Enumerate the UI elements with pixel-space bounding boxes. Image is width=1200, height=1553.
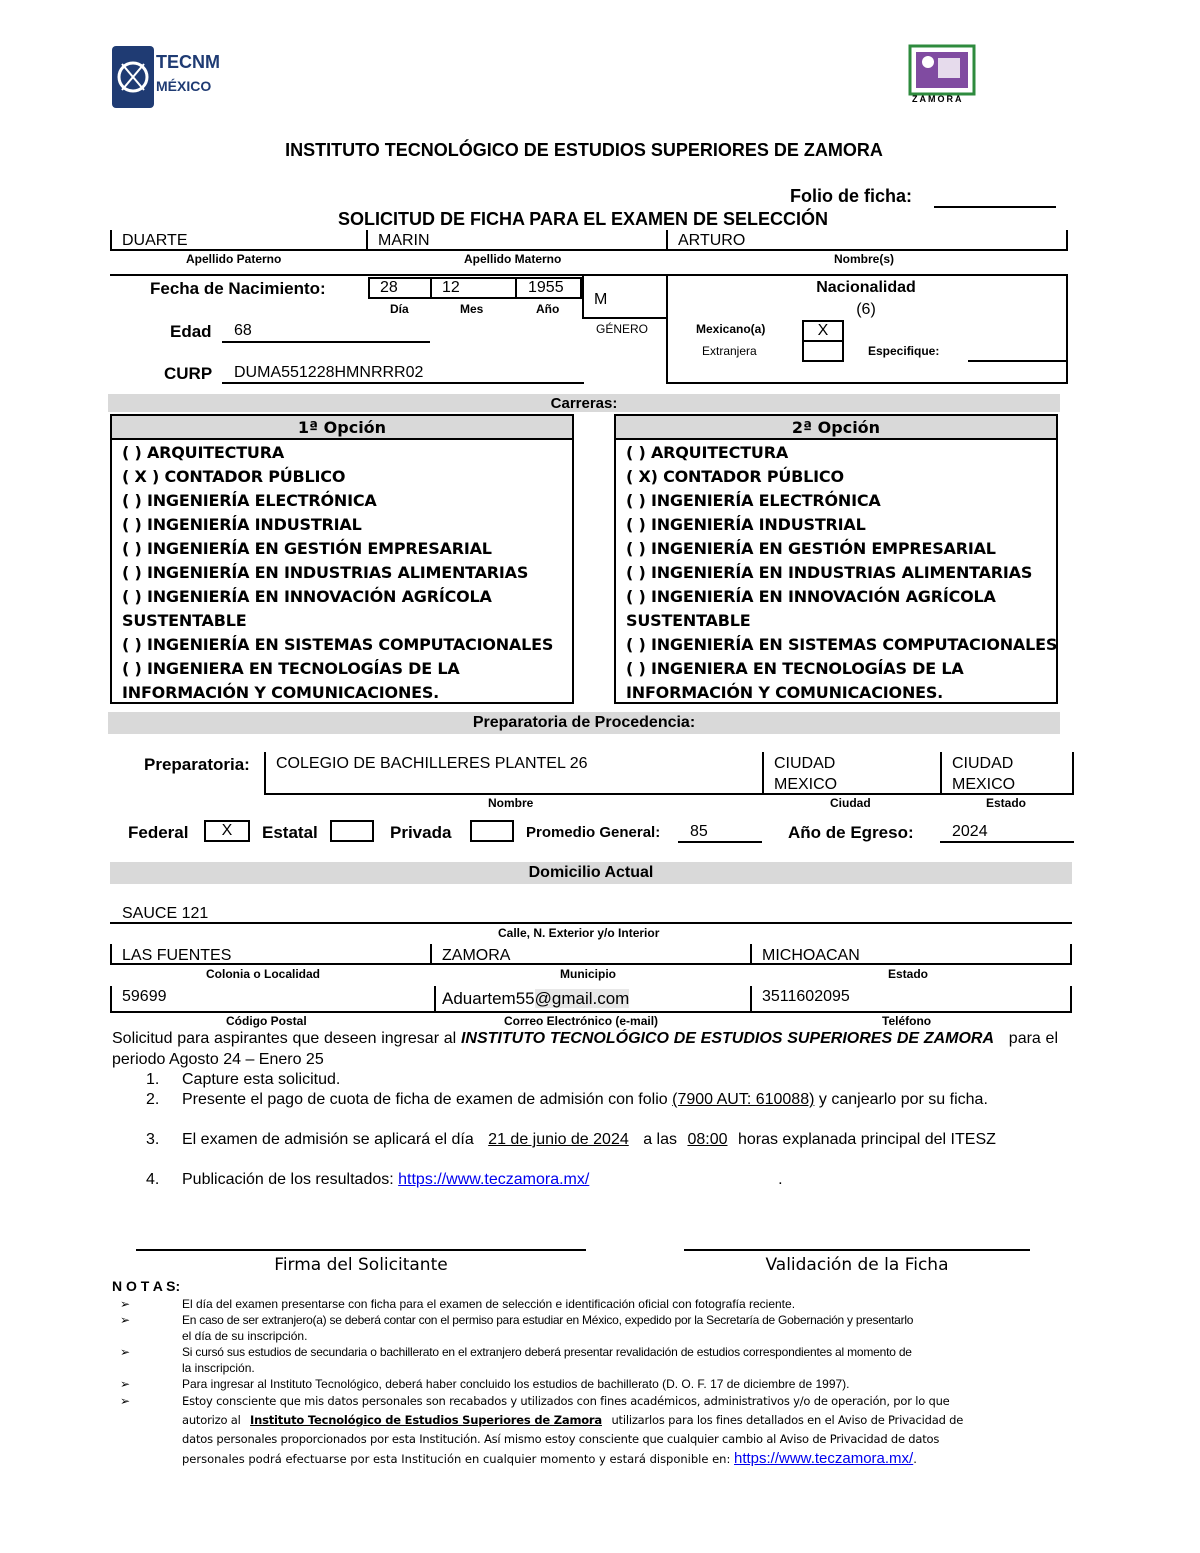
mexicano-checkbox[interactable]: X bbox=[802, 320, 844, 342]
prepa-estado-line2[interactable]: MEXICO bbox=[952, 776, 1016, 793]
mes-label: Mes bbox=[460, 302, 484, 316]
prepa-estado-line1[interactable]: CIUDAD bbox=[952, 755, 1014, 772]
career-option[interactable]: ( ) INGENIERÍA EN GESTIÓN EMPRESARIAL bbox=[122, 539, 492, 558]
email-label: Correo Electrónico (e-mail) bbox=[504, 1014, 659, 1028]
note-item: ➢ En caso de ser extranjero(a) se deberá contar con el permiso para estudiar en México, expedido por la Secretaría de Gobernación y presentarlo el día de su inscripción. bbox=[120, 1313, 914, 1343]
estado-label: Estado bbox=[888, 967, 929, 981]
career-option[interactable]: ( ) INGENIERÍA EN SISTEMAS COMPUTACIONALES bbox=[122, 635, 554, 654]
curp-label: CURP bbox=[164, 364, 213, 383]
instruction-item: 3. El examen de admisión se aplicará el día 21 de junio de 2024 a las 08:00 horas explanada principal del ITESZ bbox=[146, 1131, 996, 1148]
prepa-nombre-label: Nombre bbox=[488, 796, 534, 810]
note-item: ➢ Estoy consciente que mis datos personales son recabados y utilizados con fines académicos, administrativos y/o de operación, por lo que autorizo al Instituto Tecnológico de Estudios Superiores de Zamora utilizarlos para los fines detallados en el Aviso de Privacidad de datos personales proporcionados por esta Institución. Así mismo estoy consciente que cualquier cambio al Aviso de Privacidad de datos personales podrá efectuarse por esta Institución en cualquier momento y estará disponible en: https://www.teczamora.mx/. bbox=[120, 1394, 964, 1467]
municipio-label: Municipio bbox=[560, 967, 616, 981]
prepa-ciudad-line2[interactable]: MEXICO bbox=[774, 776, 838, 793]
apellido-paterno-value[interactable]: DUARTE bbox=[122, 232, 188, 249]
career-option[interactable]: INFORMACIÓN Y COMUNICACIONES. bbox=[122, 683, 440, 702]
itesz-logo bbox=[906, 44, 978, 106]
calle-label: Calle, N. Exterior y/o Interior bbox=[498, 926, 660, 940]
apellido-materno-label: Apellido Materno bbox=[464, 252, 562, 266]
arrow-bullet-icon: ➢ bbox=[120, 1345, 131, 1359]
career-option[interactable]: ( ) INGENIERA EN TECNOLOGÍAS DE LA bbox=[626, 659, 964, 678]
colonia-label: Colonia o Localidad bbox=[206, 967, 321, 981]
nombre-label: Nombre(s) bbox=[834, 252, 895, 266]
estado-value[interactable]: MICHOACAN bbox=[762, 947, 860, 964]
intro-text: Solicitud para aspirantes que deseen ingresar al INSTITUTO TECNOLÓGICO DE ESTUDIOS SUPERIORES DE ZAMORA para el periodo Agosto 24 – Enero 25 bbox=[112, 1030, 1059, 1068]
folio-line[interactable] bbox=[934, 206, 1056, 208]
zamora-logo-text: ZAMORA bbox=[912, 94, 964, 104]
career-option[interactable]: ( ) INGENIERÍA EN GESTIÓN EMPRESARIAL bbox=[626, 539, 996, 558]
privacy-institution: Instituto Tecnológico de Estudios Superiores de Zamora bbox=[250, 1413, 602, 1427]
career-option[interactable]: ( ) ARQUITECTURA bbox=[626, 443, 789, 462]
arrow-bullet-icon: ➢ bbox=[120, 1297, 131, 1311]
prepa-estado-label: Estado bbox=[986, 796, 1027, 810]
firma-label: Firma del Solicitante bbox=[274, 1255, 448, 1275]
telefono-label: Teléfono bbox=[882, 1014, 932, 1028]
calle-value[interactable]: SAUCE 121 bbox=[122, 905, 209, 922]
cp-label: Código Postal bbox=[226, 1014, 307, 1028]
cp-value[interactable]: 59699 bbox=[122, 988, 167, 1005]
fecha-nacimiento-label: Fecha de Nacimiento: bbox=[150, 279, 326, 298]
estatal-checkbox[interactable] bbox=[330, 820, 374, 842]
mexicano-label: Mexicano(a) bbox=[696, 322, 766, 336]
option1-list[interactable] bbox=[122, 441, 572, 705]
folio-pago: (7900 AUT: 610088) bbox=[672, 1091, 815, 1108]
promedio-value[interactable]: 85 bbox=[690, 823, 708, 840]
mexico-text: MÉXICO bbox=[156, 78, 212, 94]
career-option[interactable]: ( ) INGENIERA EN TECNOLOGÍAS DE LA bbox=[122, 659, 460, 678]
privacy-link[interactable]: https://www.teczamora.mx/ bbox=[734, 1450, 914, 1467]
exam-time: 08:00 bbox=[687, 1131, 728, 1148]
especifique-label: Especifique: bbox=[868, 344, 940, 358]
career-option[interactable]: ( ) INGENIERÍA ELECTRÓNICA bbox=[626, 491, 881, 510]
career-option[interactable]: ( X) CONTADOR PÚBLICO bbox=[626, 467, 844, 486]
prepa-ciudad-label: Ciudad bbox=[830, 796, 871, 810]
prepa-section-title: Preparatoria de Procedencia: bbox=[472, 714, 696, 731]
prepa-nombre-value[interactable]: COLEGIO DE BACHILLERES PLANTEL 26 bbox=[276, 755, 588, 772]
firma-line[interactable] bbox=[136, 1249, 586, 1251]
instructions-list bbox=[146, 1070, 1058, 1190]
instruction-item: 4. Publicación de los resultados: https://www.teczamora.mx/ . bbox=[146, 1171, 783, 1188]
promedio-label: Promedio General: bbox=[526, 824, 661, 841]
nombre-value[interactable]: ARTURO bbox=[678, 232, 746, 249]
curp-value[interactable]: DUMA551228HMNRRR02 bbox=[234, 364, 424, 381]
anio-label: Año bbox=[536, 302, 560, 316]
federal-label: Federal bbox=[128, 823, 189, 842]
extranjero-checkbox[interactable] bbox=[802, 340, 844, 362]
anio-value[interactable]: 1955 bbox=[528, 279, 564, 296]
career-option[interactable]: ( ) INGENIERÍA INDUSTRIAL bbox=[626, 515, 866, 534]
edad-value[interactable]: 68 bbox=[234, 322, 252, 339]
preparatoria-label: Preparatoria: bbox=[144, 755, 250, 774]
arrow-bullet-icon: ➢ bbox=[120, 1313, 131, 1327]
folio-label: Folio de ficha: bbox=[790, 186, 913, 206]
arrow-bullet-icon: ➢ bbox=[120, 1377, 131, 1391]
tecnm-text: TECNM bbox=[156, 52, 220, 72]
career-option[interactable]: ( ) INGENIERÍA EN SISTEMAS COMPUTACIONALES bbox=[626, 635, 1058, 654]
colonia-value[interactable]: LAS FUENTES bbox=[122, 947, 232, 964]
validacion-label: Validación de la Ficha bbox=[765, 1255, 949, 1275]
option1-title: 1ª Opción bbox=[297, 418, 387, 437]
option2-list[interactable] bbox=[626, 441, 1056, 705]
career-option[interactable]: SUSTENTABLE bbox=[122, 611, 247, 630]
email-domain: @gmail.com bbox=[534, 989, 630, 1008]
mes-value[interactable]: 12 bbox=[442, 279, 460, 296]
form-title: SOLICITUD DE FICHA PARA EL EXAMEN DE SELECCIÓN bbox=[337, 209, 829, 229]
instruction-item: 2. Presente el pago de cuota de ficha de examen de admisión con folio (7900 AUT: 610088) y canjearlo por su ficha. bbox=[146, 1091, 988, 1108]
note-item: ➢ El día del examen presentarse con ficha para el examen de selección e identificación oficial con fotografía reciente. bbox=[120, 1297, 796, 1311]
especifique-line[interactable] bbox=[968, 360, 1066, 362]
email-user: Aduartem55 bbox=[442, 989, 535, 1008]
institution-title: INSTITUTO TECNOLÓGICO DE ESTUDIOS SUPERIORES DE ZAMORA bbox=[285, 140, 883, 160]
validacion-line[interactable] bbox=[684, 1249, 1030, 1251]
exam-date: 21 de junio de 2024 bbox=[488, 1131, 629, 1148]
career-option[interactable]: ( ) INGENIERÍA INDUSTRIAL bbox=[122, 515, 362, 534]
career-option[interactable]: ( X ) CONTADOR PÚBLICO bbox=[122, 467, 346, 486]
domicilio-section-title: Domicilio Actual bbox=[528, 864, 654, 881]
career-option[interactable]: SUSTENTABLE bbox=[626, 611, 751, 630]
career-option[interactable]: ( ) INGENIERÍA EN INNOVACIÓN AGRÍCOLA bbox=[626, 587, 996, 606]
prepa-ciudad-line1[interactable]: CIUDAD bbox=[774, 755, 836, 772]
career-option[interactable]: ( ) INGENIERÍA EN INDUSTRIAS ALIMENTARIAS bbox=[122, 563, 529, 582]
note-item: ➢ Para ingresar al Instituto Tecnológico, deberá haber concluido los estudios de bachillerato (D. O. F. 17 de diciembre de 1997). bbox=[120, 1377, 850, 1391]
dia-label: Día bbox=[390, 302, 409, 316]
nacionalidad-label: Nacionalidad bbox=[816, 279, 916, 296]
carreras-title: Carreras: bbox=[550, 395, 618, 412]
career-option[interactable]: ( ) INGENIERÍA EN INNOVACIÓN AGRÍCOLA bbox=[122, 587, 492, 606]
career-option[interactable]: ( ) ARQUITECTURA bbox=[122, 443, 285, 462]
dia-value[interactable]: 28 bbox=[380, 279, 398, 296]
career-option[interactable]: ( ) INGENIERÍA ELECTRÓNICA bbox=[122, 491, 377, 510]
telefono-value[interactable]: 3511602095 bbox=[762, 988, 850, 1005]
notas-title: N O T A S: bbox=[112, 1278, 181, 1294]
note-item: ➢ Si cursó sus estudios de secundaria o bachillerato en el extranjero deberá presentar revalidación de estudios correspondientes al momento de la inscripción. bbox=[120, 1345, 912, 1375]
option2-title: 2ª Opción bbox=[791, 418, 881, 437]
privada-label: Privada bbox=[390, 823, 452, 842]
genero-value[interactable]: M bbox=[594, 291, 608, 308]
estatal-label: Estatal bbox=[262, 823, 318, 842]
tecnm-logo bbox=[110, 44, 222, 110]
email-value[interactable] bbox=[442, 989, 629, 1009]
arrow-bullet-icon: ➢ bbox=[120, 1394, 131, 1408]
intro-institution: INSTITUTO TECNOLÓGICO DE ESTUDIOS SUPERIORES DE ZAMORA bbox=[460, 1030, 995, 1047]
edad-label: Edad bbox=[170, 322, 212, 341]
apellido-paterno-label: Apellido Paterno bbox=[186, 252, 282, 266]
extranjero-label: Extranjera bbox=[702, 344, 757, 358]
federal-checkbox[interactable]: X bbox=[204, 820, 250, 842]
instruction-item: 1. Capture esta solicitud. bbox=[146, 1071, 341, 1088]
results-link[interactable]: https://www.teczamora.mx/ bbox=[398, 1171, 590, 1188]
egreso-value[interactable]: 2024 bbox=[952, 823, 988, 840]
career-option[interactable]: INFORMACIÓN Y COMUNICACIONES. bbox=[626, 683, 944, 702]
privada-checkbox[interactable] bbox=[470, 820, 514, 842]
apellido-materno-value[interactable]: MARIN bbox=[378, 232, 430, 249]
notes-list bbox=[112, 1296, 1058, 1469]
genero-label: GÉNERO bbox=[596, 322, 649, 336]
municipio-value[interactable]: ZAMORA bbox=[442, 947, 511, 964]
career-option[interactable]: ( ) INGENIERÍA EN INDUSTRIAS ALIMENTARIAS bbox=[626, 563, 1033, 582]
egreso-label: Año de Egreso: bbox=[788, 823, 914, 842]
nacionalidad-note: (6) bbox=[856, 301, 876, 318]
